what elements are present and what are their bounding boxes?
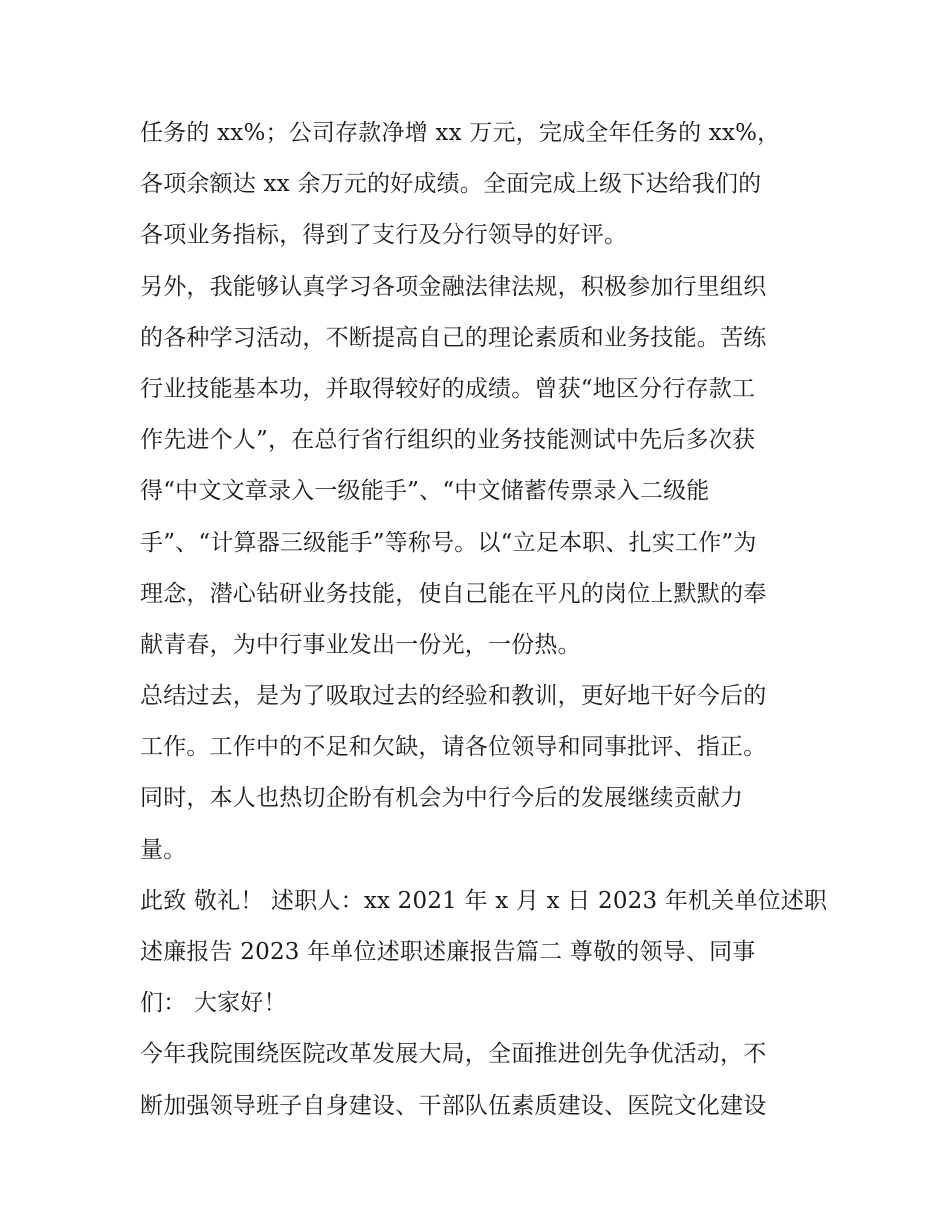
text-line: 各项业务指标，得到了支行及分行领导的好评。 xyxy=(140,222,628,249)
paragraph-4 xyxy=(140,876,828,1030)
document-body xyxy=(140,108,828,1132)
text-line: 得“中文文章录入一级能手”、“中文储蓄传票录入二级能 xyxy=(140,478,710,505)
text-line: 今年我院围绕医院改革发展大局，全面推进创先争优活动，不 xyxy=(140,1041,767,1068)
text-line: 手”、“计算器三级能手”等称号。以“立足本职、扎实工作”为 xyxy=(140,529,757,556)
text-line: 行业技能基本功，并取得较好的成绩。曾获“地区分行存款工 xyxy=(140,375,756,402)
text-line: 量。 xyxy=(140,836,187,863)
text-line: 断加强领导班子自身建设、干部队伍素质建设、医院文化建设 xyxy=(140,1092,767,1119)
text-line: 作先进个人”，在总行省行组织的业务技能测试中先后多次获 xyxy=(140,427,756,454)
text-line: 理念，潜心钻研业务技能，使自己能在平凡的岗位上默默的奉 xyxy=(140,580,767,607)
text-line: 们： 大家好！ xyxy=(140,990,287,1017)
text-line: 另外，我能够认真学习各项金融法律法规，积极参加行里组织 xyxy=(140,273,767,300)
text-line: 总结过去，是为了吸取过去的经验和教训，更好地干好今后的 xyxy=(140,683,767,710)
text-line: 同时，本人也热切企盼有机会为中行今后的发展继续贡献力 xyxy=(140,785,744,812)
text-line: 任务的 xx%；公司存款净增 xx 万元，完成全年任务的 xx%， xyxy=(140,120,781,146)
text-line: 工作。工作中的不足和欠缺，请各位领导和同事批评、指正。 xyxy=(140,734,767,761)
text-line: 献青春，为中行事业发出一份光，一份热。 xyxy=(140,631,581,658)
paragraph-3 xyxy=(140,671,820,876)
paragraph-2 xyxy=(140,262,820,672)
paragraph-1 xyxy=(140,108,820,262)
paragraph-5 xyxy=(140,1029,820,1131)
text-line: 述廉报告 2023 年单位述职述廉报告篇二 尊敬的领导、同事 xyxy=(140,939,756,965)
text-line: 此致 敬礼！ 述职人：xx 2021 年 x 月 x 日 2023 年机关单位述职 xyxy=(140,887,828,914)
text-line: 各项余额达 xx 余万元的好成绩。全面完成上级下达给我们的 xyxy=(140,171,762,198)
text-line: 的各种学习活动，不断提高自己的理论素质和业务技能。苦练 xyxy=(140,324,767,351)
